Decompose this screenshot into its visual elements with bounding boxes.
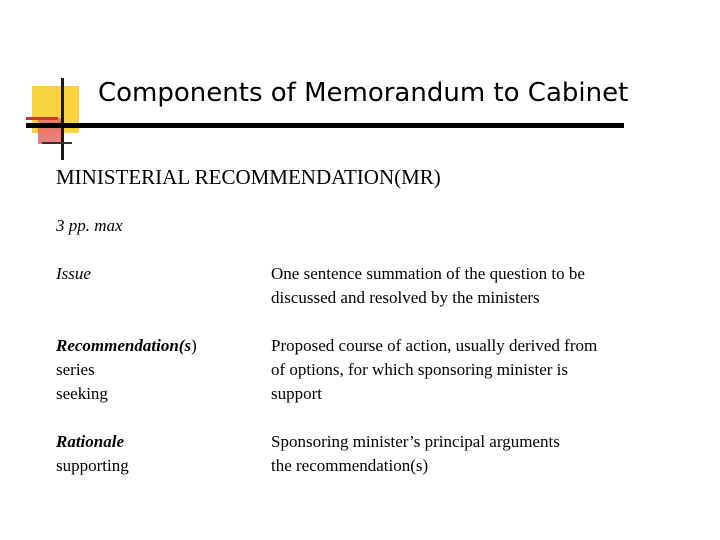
term-label-close: ) xyxy=(191,336,197,355)
section-heading: MINISTERIAL RECOMMENDATION(MR) xyxy=(56,165,441,189)
term-label-s: s xyxy=(184,336,192,355)
row-term xyxy=(56,430,256,478)
term-sub-line: series xyxy=(56,360,95,379)
term-label xyxy=(56,430,256,454)
row-definition xyxy=(271,430,671,478)
definition-line: of options, for which sponsoring minister is xyxy=(271,360,569,379)
logo-red-line xyxy=(26,117,58,120)
row-definition xyxy=(271,334,671,406)
row-definition xyxy=(271,262,671,310)
definition-line: Proposed course of action, usually derived from xyxy=(271,336,598,355)
definition-line: Sponsoring minister’s principal arguments xyxy=(271,432,560,451)
definition-line: support xyxy=(271,384,322,403)
row-term xyxy=(56,262,256,286)
title-rule xyxy=(26,123,624,128)
definition-line: One sentence summation of the question to be xyxy=(271,264,585,283)
row-term xyxy=(56,334,256,406)
definition-line: discussed and resolved by the ministers xyxy=(271,288,540,307)
logo-vertical-line xyxy=(61,78,64,160)
term-label xyxy=(56,334,256,358)
term-sub-line: seeking xyxy=(56,384,108,403)
logo-dark-line xyxy=(42,142,72,144)
slide-title: Components of Memorandum to Cabinet xyxy=(98,78,629,108)
term-label: Issue xyxy=(56,264,91,283)
term-label-main: Rationale xyxy=(56,432,125,451)
definition-line: the recommendation(s) xyxy=(271,456,429,475)
term-label-main: Recommendation( xyxy=(56,336,185,355)
page-limit-note: 3 pp. max xyxy=(56,216,123,235)
term-sub-line: supporting xyxy=(56,456,129,475)
